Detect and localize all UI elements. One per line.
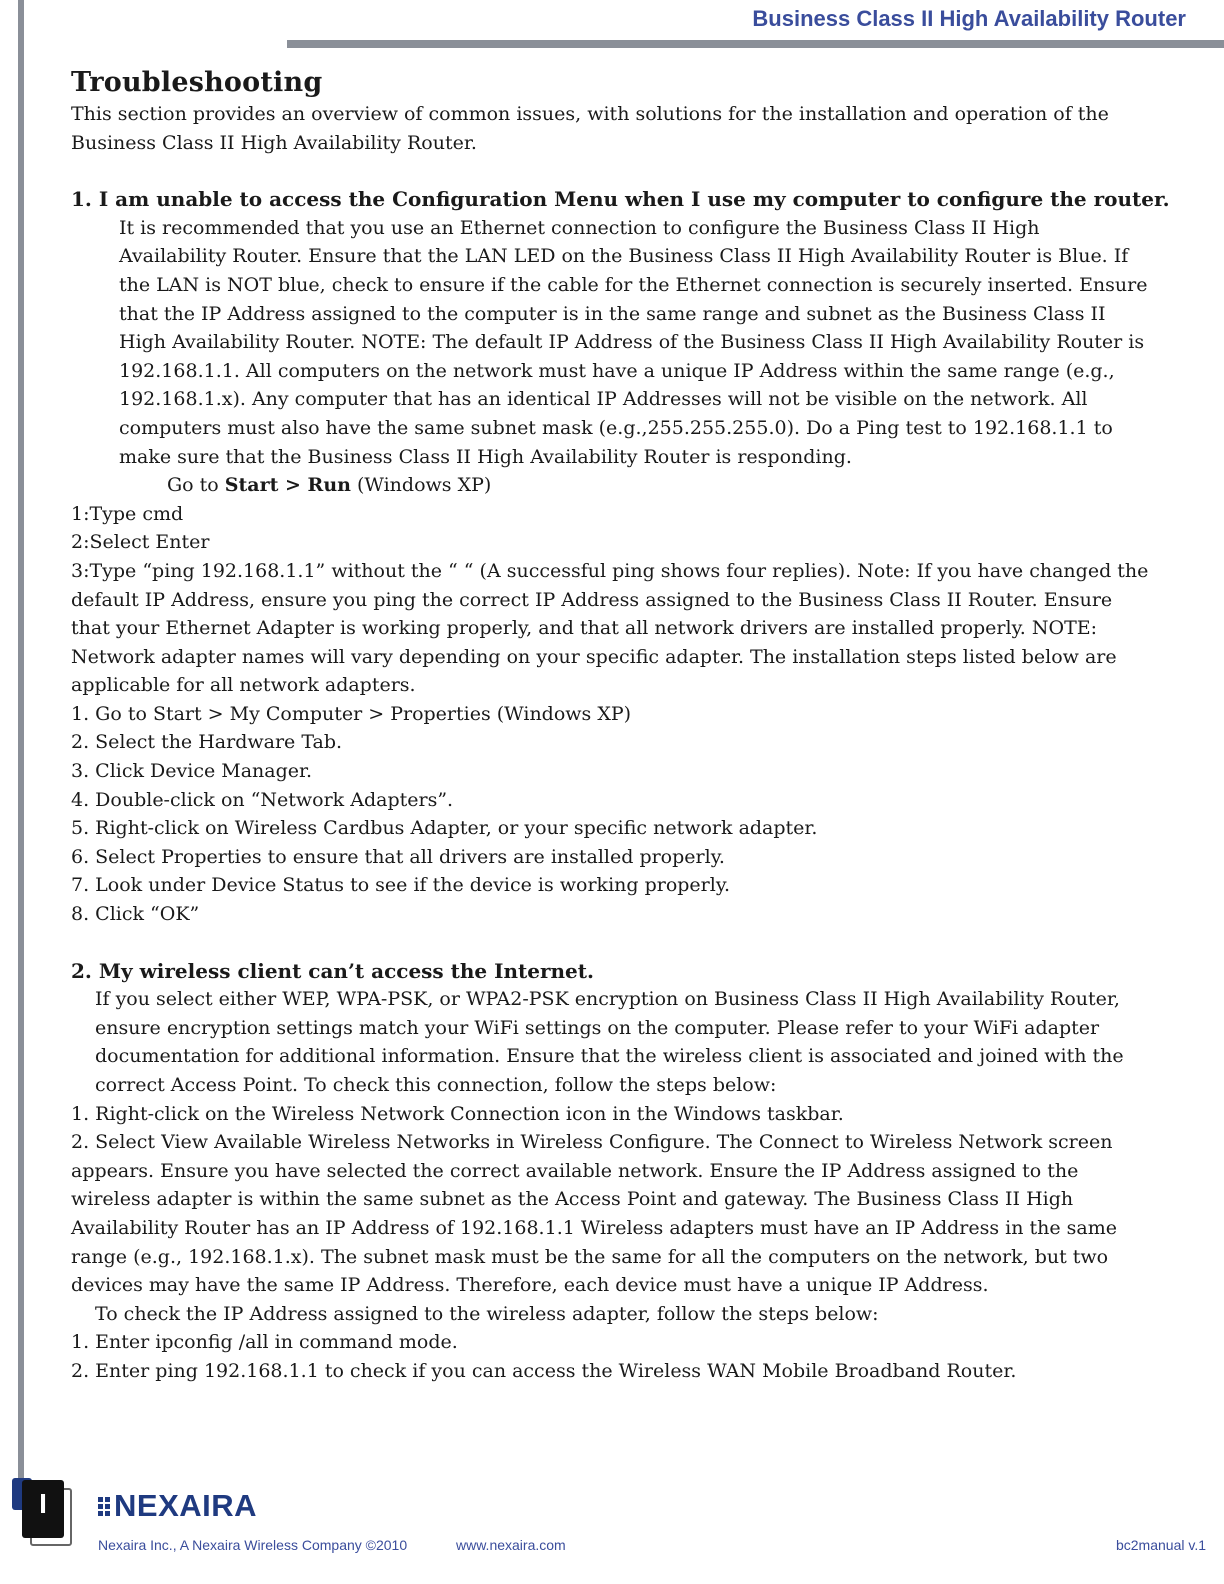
header-rule — [287, 40, 1224, 48]
check-ip-step: 2. Enter ping 192.168.1.1 to check if you can access the Wireless WAN Mobile Broadband Router. — [71, 1359, 1017, 1382]
goto-menu-path: Start > Run — [224, 474, 351, 497]
ping-steps-list — [71, 500, 1151, 700]
adapter-step: 5. Right-click on Wireless Cardbus Adapter, or your specific network adapter. — [71, 817, 818, 840]
page-number: I — [39, 1488, 47, 1519]
running-header-title: Business Class II High Availability Router — [752, 6, 1186, 31]
section-title: Troubleshooting — [71, 67, 323, 98]
ping-step: 1:Type cmd — [71, 502, 184, 525]
question-1-heading: 1. I am unable to access the Configuration Menu when I use my computer to configure the router. — [71, 187, 1170, 212]
ping-step: 3:Type “ping 192.168.1.1” without the “ “ (A successful ping shows four replies). Note: If you have changed the default IP Address, ensure you ping the correct IP Address assigned to the Business Class II Router. Ensure that your Ethernet Adapter is working properly, and that all network drivers are installed properly. NOTE: Network adapter names will vary depending on your specific adapter. The installation steps listed below are applicable for all network adapters. — [71, 559, 1149, 697]
logo-mark-icon — [98, 1497, 110, 1516]
logo-text: NEXAIRA — [114, 1488, 258, 1523]
nexaira-logo — [98, 1486, 257, 1526]
wireless-step: 2. Select View Available Wireless Networks in Wireless Configure. The Connect to Wireless Network screen appears. Ensure you have selected the correct available network. Ensure the IP Address assigned to the wireless adapter is within the same subnet as the Access Point and gateway. The Business Class II High Availability Router has an IP Address of 192.168.1.1 Wireless adapters must have an IP Address in the same range (e.g., 192.168.1.x). The subnet mask must be the same for all the computers on the network, but two devices may have the same IP Address. Therefore, each device must have a unique IP Address. — [71, 1131, 1118, 1297]
goto-start-run — [71, 471, 1151, 500]
footer-version: bc2manual v.1 — [1115, 1537, 1206, 1553]
question-1 — [71, 185, 1170, 928]
question-2 — [71, 957, 1151, 1386]
footer-website: www.nexaira.com — [456, 1537, 566, 1553]
wireless-steps-list — [71, 1100, 1151, 1300]
question-2-heading: 2. My wireless client can’t access the Internet. — [71, 958, 594, 983]
left-margin-rule — [18, 0, 24, 1488]
question-1-body: It is recommended that you use an Ethernet connection to configure the Business Class II High Availability Router. Ensure that the LAN LED on the Business Class II High Availability Router is Blue. If the LAN is NOT blue, check to ensure if the cable for the Ethernet connection is securely inserted. Ensure that the IP Address assigned to the computer is in the same range and subnet as the Business Class II High Availability Router. NOTE: The default IP Address of the Business Class II High Availability Router is 192.168.1.1. All computers on the network must have a unique IP Address within the same range (e.g., 192.168.1.x). Any computer that has an identical IP Addresses will not be visible on the network. All computers must also have the same subnet mask (e.g.,255.255.255.0). Do a Ping test to 192.168.1.1 to make sure that the Business Class II High Availability Router is responding. — [119, 216, 1148, 468]
goto-prefix: Go to — [167, 474, 225, 497]
adapter-step: 6. Select Properties to ensure that all drivers are installed properly. — [71, 845, 725, 868]
footer-copyright: Nexaira Inc., A Nexaira Wireless Company ©2010 — [98, 1537, 408, 1553]
page-number-box — [22, 1480, 70, 1544]
wireless-step: 1. Right-click on the Wireless Network Connection icon in the Windows taskbar. — [71, 1102, 844, 1125]
goto-suffix: (Windows XP) — [350, 474, 492, 497]
adapter-step: 8. Click “OK” — [71, 903, 200, 926]
adapter-steps-list — [71, 700, 1151, 929]
ping-step: 2:Select Enter — [71, 531, 210, 554]
check-ip-step: 1. Enter ipconfig /all in command mode. — [71, 1331, 458, 1354]
adapter-step: 3. Click Device Manager. — [71, 760, 313, 783]
adapter-step: 2. Select the Hardware Tab. — [71, 731, 343, 754]
question-2-body: If you select either WEP, WPA-PSK, or WPA2-PSK encryption on Business Class II High Availability Router, ensure encryption settings match your WiFi settings on the computer. Please refer to your WiFi adapter documentation for additional information. Ensure that the wireless client is associated and joined with the correct Access Point. To check this connection, follow the steps below: — [95, 988, 1124, 1096]
check-ip-intro: To check the IP Address assigned to the wireless adapter, follow the steps below: — [95, 1302, 879, 1325]
adapter-step: 1. Go to Start > My Computer > Properties (Windows XP) — [71, 702, 632, 725]
adapter-step: 7. Look under Device Status to see if the device is working properly. — [71, 874, 731, 897]
check-ip-steps-list — [71, 1328, 1151, 1385]
adapter-step: 4. Double-click on “Network Adapters”. — [71, 788, 454, 811]
page-content — [71, 66, 1170, 1386]
intro-paragraph: This section provides an overview of common issues, with solutions for the installation and operation of the Business Class II High Availability Router. — [71, 103, 1109, 154]
